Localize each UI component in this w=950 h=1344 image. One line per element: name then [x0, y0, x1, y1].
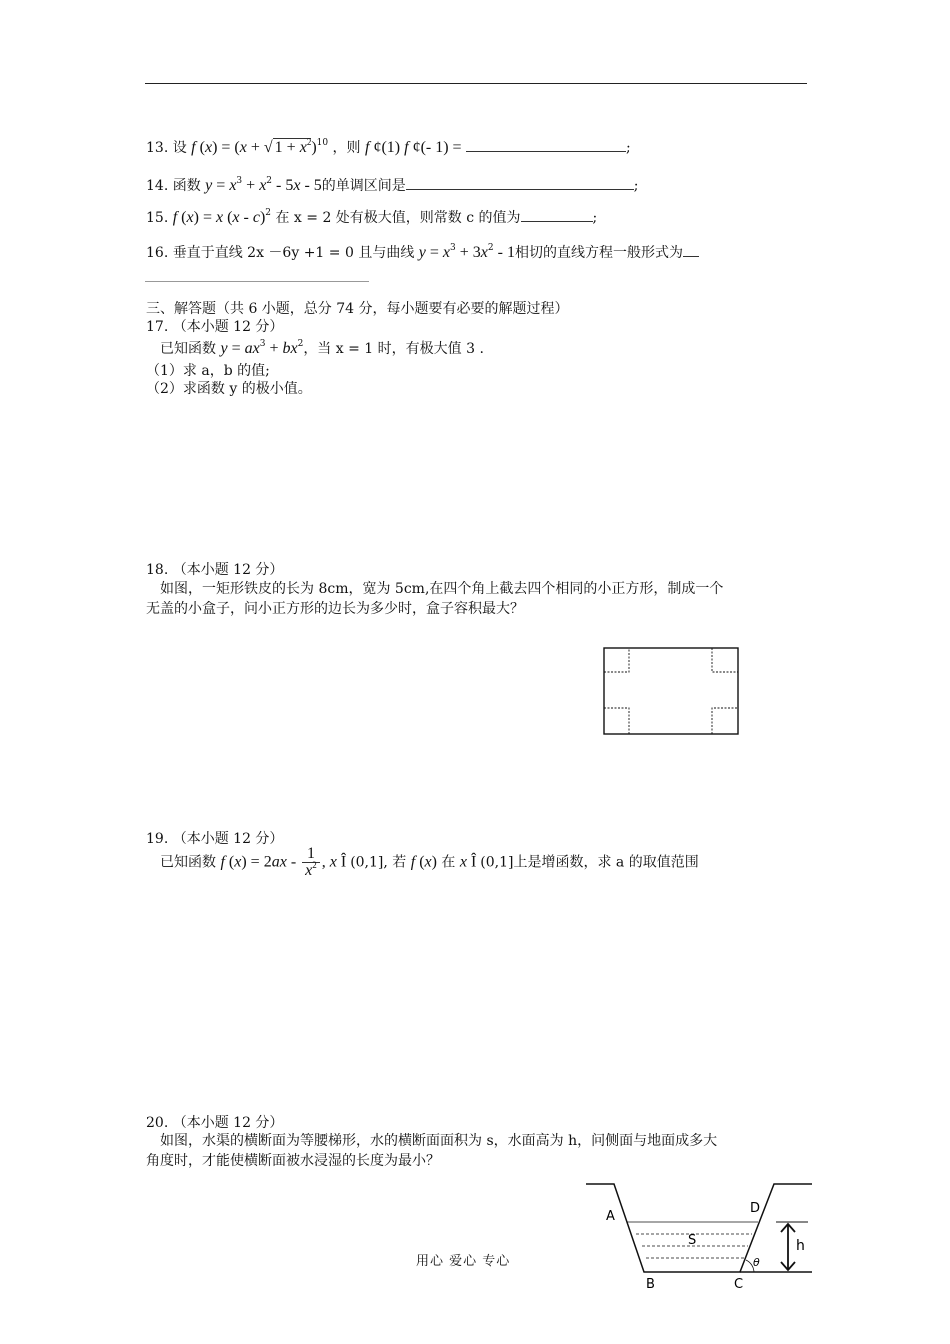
answer-blank[interactable]: [466, 139, 626, 152]
question-20-title: [146, 1112, 283, 1132]
question-number: 16.: [146, 245, 169, 261]
question-number: 18.: [146, 562, 169, 578]
question-19-title: [146, 828, 283, 848]
question-text: 的单调区间是: [321, 178, 406, 194]
header-rule: [145, 83, 807, 84]
question-number: 17.: [146, 319, 169, 335]
question-points: （本小题 12 分）: [172, 1115, 284, 1131]
section-heading: 三、解答题（共 6 小题，总分 74 分，每小题要有必要的解题过程）: [146, 301, 569, 317]
rectangle-sheet-figure: [600, 644, 742, 738]
question-18-title: [146, 559, 283, 579]
question-18-line1: 如图，一矩形铁皮的长为 8cm，宽为 5cm,在四个角上截去四个相同的小正方形，制成一个: [160, 581, 724, 597]
answer-blank[interactable]: [521, 209, 593, 222]
question-points: （本小题 12 分）: [172, 319, 284, 335]
corner-square-bottom-left: [604, 708, 629, 734]
question-lead: 垂直于直线 2x －6y +1 = 0 且与曲线: [172, 245, 415, 261]
question-14: 14. 函数 $y = x^3 + x^2 - 5x - 5$的单调区间是 ;: [146, 176, 639, 194]
question-tail: ;: [633, 178, 639, 194]
question-19-stem: 已知函数 f (x) = 2ax - $\frac{1}{x^2}$ , x Î (0,1], 若 f (x) 在 x Î (0,1]上是增函数，求 a 的取值范围: [160, 845, 699, 879]
corner-square-top-right: [712, 648, 738, 672]
sheet-outline: [604, 648, 738, 734]
question-text: 在 x = 2 处有极大值，则常数 c 的值为: [275, 210, 521, 226]
question-17-title: [146, 316, 283, 336]
equals-sign: =: [452, 139, 462, 156]
page-footer: 用心 爱心 专心: [416, 1254, 511, 1269]
question-points: （本小题 12 分）: [172, 831, 284, 847]
label-B: B: [646, 1277, 655, 1292]
question-tail: ;: [626, 140, 631, 156]
question-20-line1: 如图，水渠的横断面为等腰梯形，水的横断面面积为 s，水面高为 h，问侧面与地面成多大: [160, 1133, 718, 1149]
corner-square-bottom-right: [712, 708, 738, 734]
label-C: C: [734, 1277, 744, 1292]
label-D: D: [750, 1201, 761, 1216]
question-15: 15. f (x) = x (x - c)$^2$ 在 x = 2 处有极大值，则常数 c 的值为 ;: [146, 208, 598, 226]
question-text: 相切的直线方程一般形式为: [514, 245, 683, 261]
label-A: A: [606, 1209, 615, 1224]
question-points: （本小题 12 分）: [172, 562, 284, 578]
answer-blank-continued[interactable]: [145, 281, 369, 282]
question-16: 16. 垂直于直线 2x －6y +1 = 0 且与曲线 $y = x^3 + 3x^2 - 1$相切的直线方程一般形式为: [146, 243, 699, 263]
corner-square-top-left: [604, 648, 629, 672]
question-number: 14.: [146, 178, 169, 194]
trapezoid-channel-figure: [580, 1176, 820, 1294]
answer-blank[interactable]: [683, 244, 699, 257]
question-20-line2: 角度时，才能使横断面被水浸湿的长度为最小？: [146, 1153, 440, 1169]
question-17-stem: 已知函数 $y = ax^3 + bx^2$，当 x = 1 时，有极大值 3 .: [160, 339, 484, 357]
question-text: (0,1]上是增函数，求 a 的取值范围: [480, 854, 699, 871]
question-text: ，则: [332, 140, 361, 156]
answer-blank[interactable]: [406, 177, 634, 190]
question-17-part1: （1）求 a，b 的值;: [146, 363, 270, 379]
question-number: 19.: [146, 831, 169, 847]
question-lead: 函数: [172, 178, 201, 194]
question-text: (0,1], 若: [350, 854, 407, 871]
channel-outline: [586, 1184, 812, 1272]
question-18-line2: 无盖的小盒子，问小正方形的边长为多少时，盒子容积最大？: [146, 601, 524, 617]
question-text: 已知函数: [160, 341, 216, 357]
question-number: 20.: [146, 1115, 169, 1131]
question-number: 13.: [146, 140, 169, 156]
label-S: S: [688, 1233, 697, 1248]
question-number: 15.: [146, 210, 169, 226]
question-text: ，当 x = 1 时，有极大值 3 .: [303, 341, 484, 357]
label-h: h: [796, 1238, 805, 1254]
question-17-part2: （2）求函数 y 的极小值。: [146, 381, 312, 397]
question-text: 已知函数: [160, 854, 216, 871]
question-tail: ;: [592, 210, 598, 226]
question-lead: 设: [172, 140, 187, 156]
label-theta: θ: [753, 1256, 760, 1269]
question-13: 13. 设 f (x) = (x + √ $1 + x^2)^{10}$ ，则 f ¢(1) f ¢(- 1) = ;: [146, 137, 631, 156]
